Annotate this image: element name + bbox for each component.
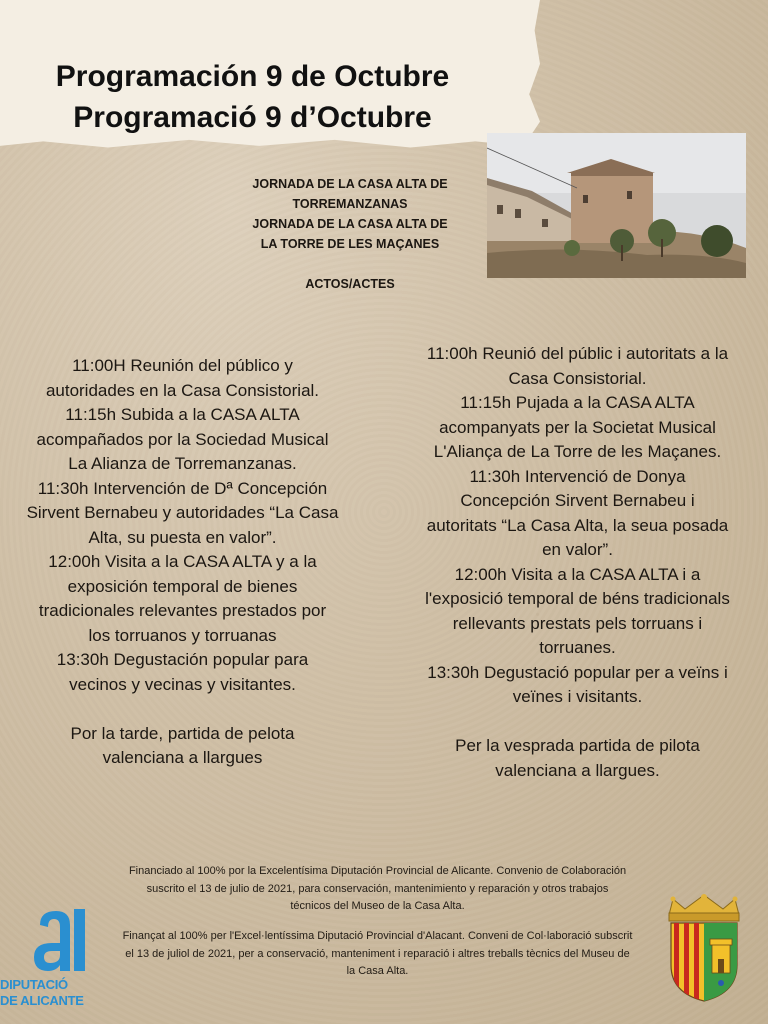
programme-line: vecinos y vecinas y visitantes. <box>69 674 296 694</box>
programme-line: 11:30h Intervenció de Donya <box>469 466 686 486</box>
programme-line: 11:30h Intervención de Dª Concepción <box>37 478 328 498</box>
programme-line: Sirvent Bernabeu y autoridades “La Casa <box>26 503 339 522</box>
funding-line: la Casa Alta. <box>346 965 409 977</box>
programme-line: tradicionales relevantes prestados por <box>38 601 327 620</box>
funding-line: suscrito el 13 de julio de 2021, para conservación, mantenimiento y reparación y otros trabajos <box>146 882 609 895</box>
programme-line: autoritats “La Casa Alta, la seua posada <box>426 515 729 535</box>
funding-line: el 13 de juliol de 2021, per a conservació, manteniment i reparació i altres treballs tècnics del Museu de <box>125 947 630 960</box>
programme-line: autoridades en la Casa Consistorial. <box>45 380 320 400</box>
header-line: JORNADA DE LA CASA ALTA DE <box>252 217 448 231</box>
logo-text-line: DIPUTACIÓ <box>0 977 68 992</box>
diputacio-monogram-icon <box>30 905 90 977</box>
programme-line: 11:00h Reunió del públic i autoritats a la <box>426 344 729 363</box>
header-line: LA TORRE DE LES MAÇANES <box>260 237 440 251</box>
diputacio-logo <box>0 905 95 1010</box>
programme-line: exposición temporal de bienes <box>67 576 298 596</box>
programme-line: La Alianza de Torremanzanas. <box>68 454 297 473</box>
programme-spanish <box>10 354 355 771</box>
programme-line: en valor”. <box>542 540 613 559</box>
programme-line: acompañados por la Sociedad Musical <box>36 429 329 449</box>
programme-line: torruanes. <box>539 638 616 657</box>
programme-line: valenciana a llargues <box>102 748 263 767</box>
header-line: JORNADA DE LA CASA ALTA DE <box>252 177 448 191</box>
funding-note-valencian <box>95 928 660 981</box>
casa-alta-photo <box>487 133 746 278</box>
programme-line: valenciana a llargues. <box>495 760 660 780</box>
event-header <box>230 174 470 294</box>
header-line <box>230 254 470 274</box>
town-coat-of-arms <box>663 893 745 1003</box>
programme-line: 12:00h Visita a la CASA ALTA y a la <box>48 552 317 571</box>
programme-line: L'Aliança de La Torre de les Maçanes. <box>433 442 722 461</box>
title-valencian: Programació 9 d’Octubre <box>73 101 432 134</box>
programme-line: Per la vesprada partida de pilota <box>455 736 700 755</box>
programme-line: 11:15h Pujada a la CASA ALTA <box>460 393 695 412</box>
logo-text-line: DE ALICANTE <box>0 993 84 1008</box>
programme-line: Concepción Sirvent Bernabeu i <box>460 491 695 510</box>
programme-line <box>405 710 750 735</box>
programme-line: 13:30h Degustació popular per a veïns i <box>427 662 728 682</box>
programme-line: acompanyats per la Societat Musical <box>439 417 716 437</box>
header-line: ACTOS/ACTES <box>305 277 395 291</box>
programme-line: veïnes i visitants. <box>512 687 643 706</box>
programme-line: l'exposició temporal de béns tradicionals <box>425 589 730 608</box>
programme-line: 11:00H Reunión del público y <box>72 356 293 375</box>
funding-line: Financiado al 100% por la Excelentísima Diputación Provincial de Alicante. Convenio de Colaboración <box>128 865 627 877</box>
title-spanish: Programación 9 de Octubre <box>55 60 450 93</box>
header-line: TORREMANZANAS <box>292 197 408 211</box>
programme-line: rellevants prestats pels torruans i <box>452 613 703 633</box>
programme-line: los torruanos y torruanas <box>88 625 277 645</box>
programme-line: 11:15h Subida a la CASA ALTA <box>65 405 300 424</box>
programme-line: Por la tarde, partida de pelota <box>70 723 295 743</box>
programme-line: Alta, su puesta en valor”. <box>88 527 277 547</box>
programme-line: 12:00h Visita a la CASA ALTA i a <box>454 564 701 584</box>
programme-line: 13:30h Degustación popular para <box>56 650 309 669</box>
funding-line: Finançat al 100% per l'Excel·lentíssima Diputació Provincial d'Alacant. Conveni de Col·laboració subscrit <box>122 930 633 942</box>
programme-valencian <box>405 342 750 783</box>
funding-line: técnicos del Museo de la Casa Alta. <box>290 900 465 912</box>
funding-note-spanish <box>95 863 660 916</box>
programme-line: Casa Consistorial. <box>508 368 647 388</box>
programme-line <box>10 697 355 722</box>
